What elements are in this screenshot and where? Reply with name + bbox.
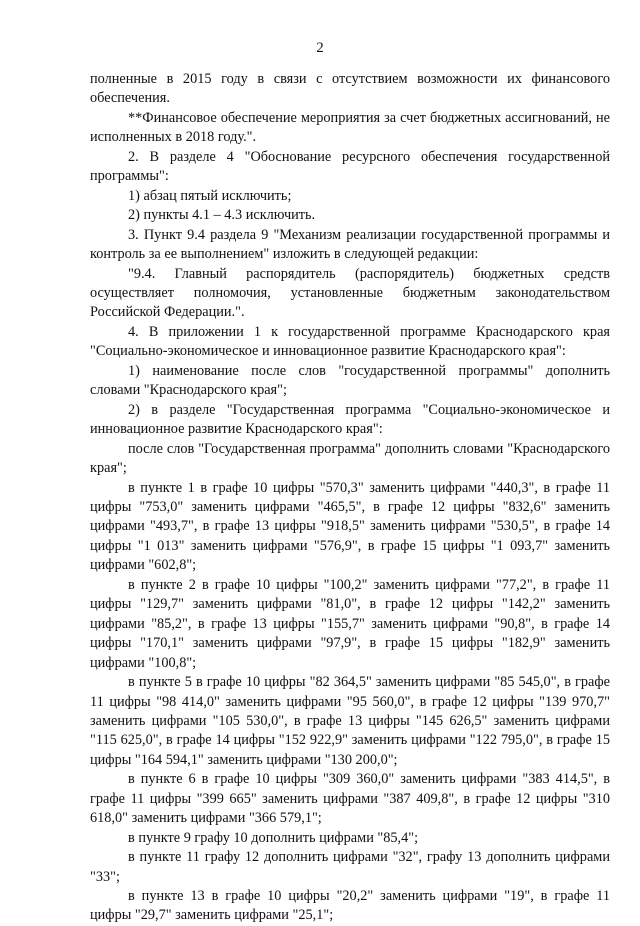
paragraph: **Финансовое обеспечение мероприятия за счет бюджетных ассигнований, не исполненных в 2018 году.". — [90, 109, 610, 146]
paragraph: 3. Пункт 9.4 раздела 9 "Механизм реализации государственной программы и контроль за ее выполнением" изложить в следующей редакции: — [90, 226, 610, 263]
paragraph: в пункте 11 графу 12 дополнить цифрами "32", графу 13 дополнить цифрами "33"; — [90, 849, 610, 885]
paragraph: в пункте 6 в графе 10 цифры "309 360,0" заменить цифрами "383 414,5", в графе 11 цифры "399 665" заменить цифрами "387 409,8", в графе 12 цифры "310 618,0" заменить цифрами "366 579,1"; — [90, 771, 610, 827]
paragraph: в пункте 13 в графе 10 цифры "20,2" заменить цифрами "19", в графе 11 цифры "29,7" заменить цифрами "25,1"; — [90, 888, 610, 924]
paragraph: в пункте 5 в графе 10 цифры "82 364,5" заменить цифрами "85 545,0", в графе 11 цифры "98 414,0" заменить цифрами "95 560,0", в графе 12 цифры "139 970,7" заменить цифрами "105 530,0", в графе 13 цифры "145 626,5" заменить цифрами "115 625,0", в графе 14 цифры "152 922,9" заменить цифрами "122 795,0", в графе 15 цифры "164 594,1" заменить цифрами "130 200,0"; — [90, 674, 610, 768]
paragraph: в пункте 2 в графе 10 цифры "100,2" заменить цифрами "77,2", в графе 11 цифры "129,7" заменить цифрами "81,0", в графе 12 цифры "142,2" заменить цифрами "85,2", в графе 13 цифры "155,7" заменить цифрами "90,8", в графе 14 цифры "170,1" заменить цифрами "97,9", в графе 15 цифры "182,9" заменить цифрами "100,8"; — [90, 576, 610, 671]
paragraph: 1) наименование после слов "государственной программы" дополнить словами "Краснодарского края"; — [90, 362, 610, 399]
paragraph: 2) в разделе "Государственная программа "Социально-экономическое и инновационное развитие Краснодарского края": — [90, 401, 610, 438]
paragraph: 1) абзац пятый исключить; — [128, 187, 292, 204]
document-body — [90, 70, 610, 926]
paragraph: 2. В разделе 4 "Обоснование ресурсного обеспечения государственной программы": — [90, 148, 610, 185]
paragraph: 2) пункты 4.1 – 4.3 исключить. — [128, 207, 316, 224]
paragraph: "9.4. Главный распорядитель (распорядитель) бюджетных средств осуществляет полномочия, установленные бюджетным законодательством Российской Федерации.". — [90, 265, 610, 321]
paragraph: в пункте 1 в графе 10 цифры "570,3" заменить цифрами "440,3", в графе 11 цифры "753,0" заменить цифрами "465,5", в графе 12 цифры "832,6" заменить цифрами "493,7", в графе 13 цифры "918,5" заменить цифрами "530,5", в графе 14 цифры "1 013" заменить цифрами "576,9", в графе 15 цифры "1 093,7" заменить цифрами "602,8"; — [90, 479, 610, 574]
paragraph: 4. В приложении 1 к государственной программе Краснодарского края "Социально-экономическое и инновационное развитие Краснодарского края": — [90, 323, 610, 360]
page-number: 2 — [316, 40, 324, 56]
paragraph: в пункте 9 графу 10 дополнить цифрами "85,4"; — [128, 829, 419, 846]
paragraph: после слов "Государственная программа" дополнить словами "Краснодарского края"; — [90, 440, 610, 477]
paragraph: полненные в 2015 году в связи с отсутствием возможности их финансового обеспечения. — [90, 71, 610, 107]
